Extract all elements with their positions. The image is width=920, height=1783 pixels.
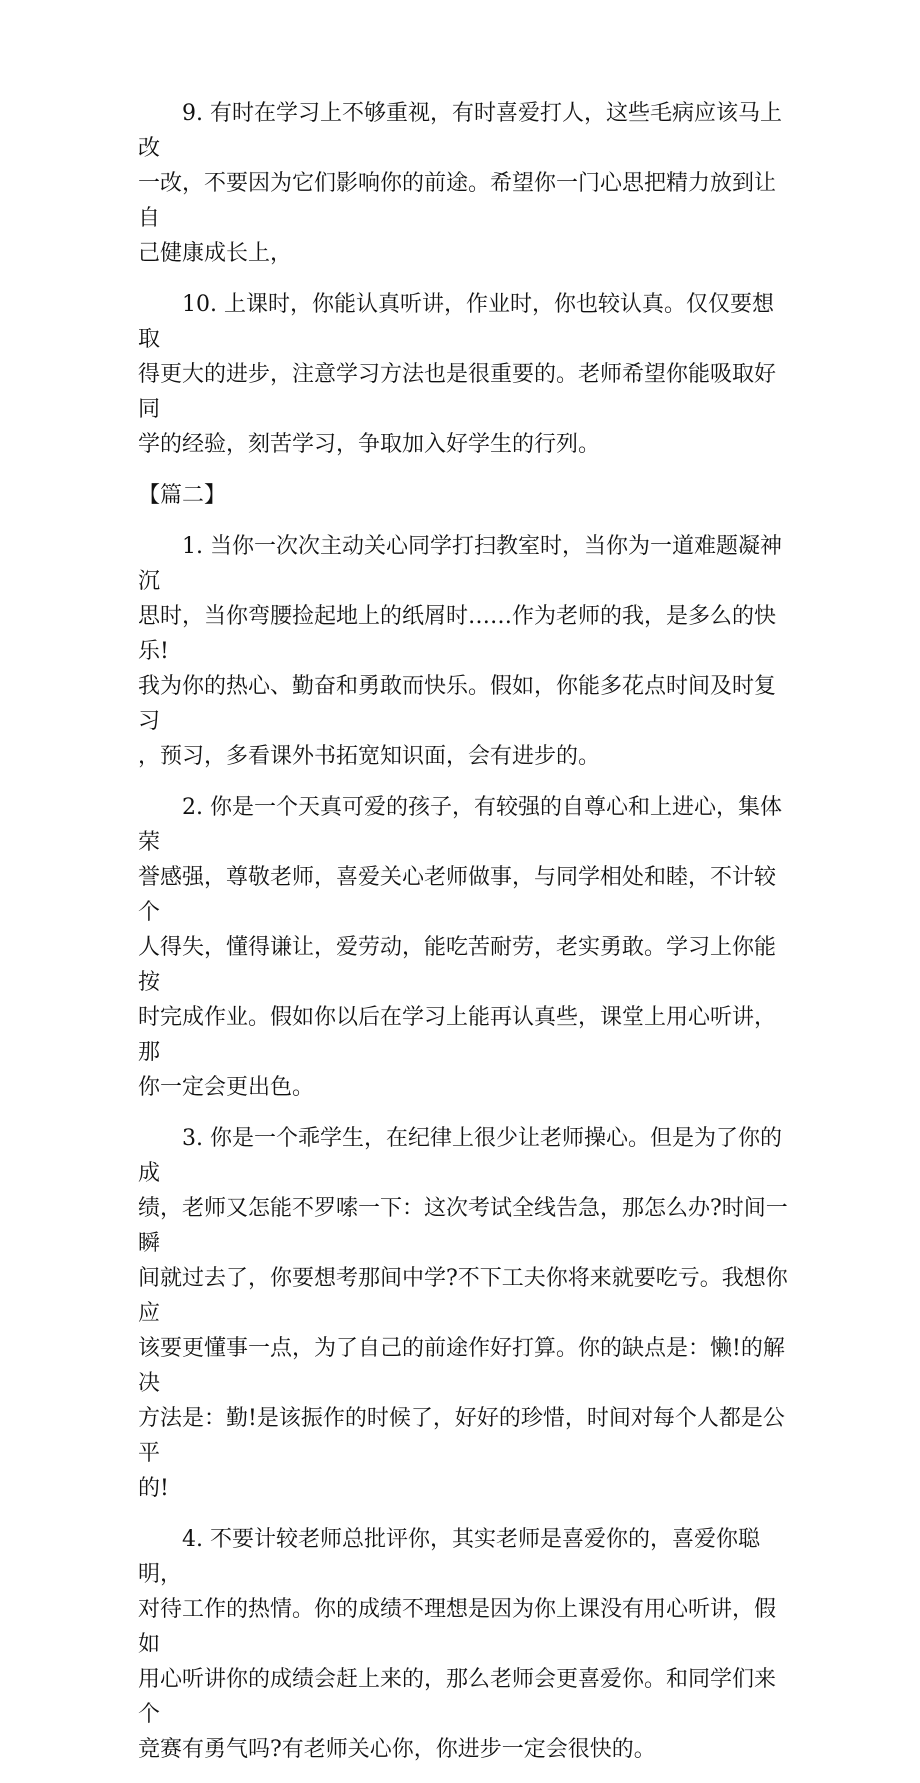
paragraph-4: [138, 1522, 788, 1767]
paragraph-line: 人得失，懂得谦让，爱劳动，能吃苦耐劳，老实勇敢。学习上你能按: [138, 935, 777, 995]
paragraph-line: 方法是：勤!是该振作的时候了，好好的珍惜，时间对每个人都是公平: [138, 1406, 785, 1466]
section-heading: 【篇二】: [138, 483, 227, 508]
paragraph-line: 誉感强，尊敬老师，喜爱关心老师做事，与同学相处和睦，不计较个: [138, 865, 777, 925]
paragraph-line: 思时，当你弯腰捡起地上的纸屑时……作为老师的我，是多么的快乐!: [138, 604, 777, 664]
paragraph-line: 1. 当你一次次主动关心同学打扫教室时，当你为一道难题凝神沉: [138, 534, 782, 594]
paragraph-10: [138, 287, 788, 462]
paragraph-line: 我为你的热心、勤奋和勇敢而快乐。假如，你能多花点时间及时复习: [138, 674, 777, 734]
paragraph-line: 该要更懂事一点，为了自己的前途作好打算。你的缺点是：懒!的解决: [138, 1336, 785, 1396]
paragraph-line: ，预习，多看课外书拓宽知识面，会有进步的。: [138, 744, 601, 769]
paragraph-line: 的!: [138, 1476, 169, 1501]
paragraph-line: 己健康成长上，: [138, 241, 293, 266]
paragraph-line: 得更大的进步，注意学习方法也是很重要的。老师希望你能吸取好同: [138, 362, 777, 422]
paragraph-line: 你一定会更出色。: [138, 1075, 315, 1100]
paragraph-line: 学的经验，刻苦学习，争取加入好学生的行列。: [138, 432, 601, 457]
paragraph-line: 2. 你是一个天真可爱的孩子，有较强的自尊心和上进心，集体荣: [138, 795, 782, 855]
paragraph-line: 4. 不要计较老师总批评你，其实老师是喜爱你的，喜爱你聪明，: [138, 1527, 760, 1587]
document-body: [138, 96, 788, 1783]
paragraph-3: [138, 1121, 788, 1506]
paragraph-line: 3. 你是一个乖学生，在纪律上很少让老师操心。但是为了你的成: [138, 1126, 782, 1186]
paragraph-line: 用心听讲你的成绩会赶上来的，那么老师会更喜爱你。和同学们来个: [138, 1667, 777, 1727]
paragraph-line: 9. 有时在学习上不够重视，有时喜爱打人，这些毛病应该马上改: [138, 101, 782, 161]
paragraph-line: 一改，不要因为它们影响你的前途。希望你一门心思把精力放到让自: [138, 171, 777, 231]
paragraph-line: 10. 上课时，你能认真听讲，作业时，你也较认真。仅仅要想取: [138, 292, 774, 352]
paragraph-1: [138, 529, 788, 774]
paragraph-line: 竞赛有勇气吗?有老师关心你，你进步一定会很快的。: [138, 1737, 656, 1762]
paragraph-line: 对待工作的热情。你的成绩不理想是因为你上课没有用心听讲，假如: [138, 1597, 777, 1657]
paragraph-line: 间就过去了，你要想考那间中学?不下工夫你将来就要吃亏。我想你应: [138, 1266, 788, 1326]
paragraph-line: 绩，老师又怎能不罗嗦一下：这次考试全线告急，那怎么办?时间一瞬: [138, 1196, 788, 1256]
paragraph-9: [138, 96, 788, 271]
paragraph-2: [138, 790, 788, 1105]
paragraph-line: 时完成作业。假如你以后在学习上能再认真些，课堂上用心听讲，那: [138, 1005, 777, 1065]
